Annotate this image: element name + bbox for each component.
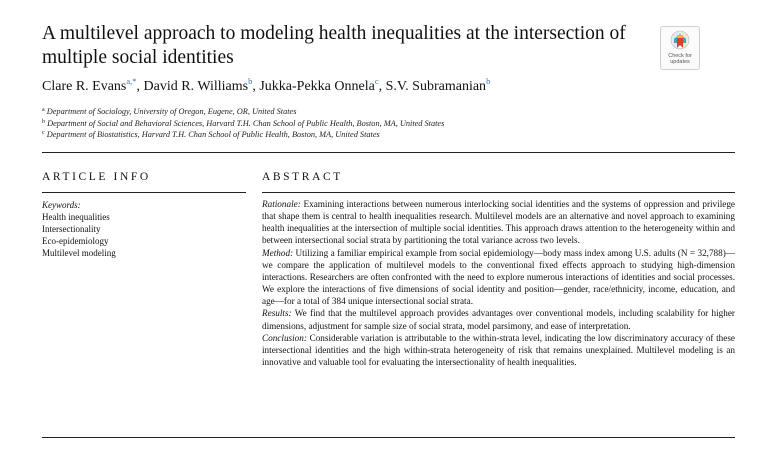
author-list: Clare R. Evans$^{a,*}$, David R. Williams$^b$, Jukka-Pekka Onnela$^c$, S.V. Subramanian$^b$ [42,76,491,94]
author-name[interactable]: Clare R. Evans [42,79,127,94]
author-affiliation-marker[interactable]: c [374,76,379,86]
abstract-body [262,198,735,368]
header-divider [42,152,735,153]
check-for-updates-button[interactable] [660,26,700,70]
keyword-item: Health inequalities [42,212,110,222]
keywords-block [42,199,116,259]
abstract-conclusion: Conclusion: Considerable variation is attributable to the within-strata level, indicating the low discriminatory accuracy of these intersectional identities and the high within-strata heterogeneity of risk that remains unexplained. Multilevel modeling is an innovative and valuable tool for evaluating the intersectionality of health inequalities. [262,332,735,368]
keyword-item: Intersectionality [42,224,101,234]
author-name[interactable]: Jukka-Pekka Onnela [259,79,375,94]
abstract-heading: ABSTRACT [262,171,343,183]
author-affiliation-marker[interactable]: a,* [126,76,137,86]
check-for-updates-label: Check for updates [668,53,692,65]
author-name[interactable]: S.V. Subramanian [385,79,487,94]
abstract-divider [262,192,735,193]
article-info-heading: ARTICLE INFO [42,171,151,183]
paper-title: A multilevel approach to modeling health inequalities at the intersection of multiple social identities [42,23,626,68]
affiliation-item: $^c$ Department of Biostatistics, Harvard T.H. Chan School of Public Health, Boston, MA, United States [42,130,380,139]
author-name[interactable]: David R. Williams [143,79,249,94]
affiliation-item: $^a$ Department of Sociology, University of Oregon, Eugene, OR, United States [42,107,297,116]
abstract-results: Results: We find that the multilevel approach provides advantages over conventional models, including scalability for higher dimensions, adjustment for sample size of social strata, model parsimony, and ease of interpretation. [262,308,735,331]
article-info-divider [42,192,246,193]
keyword-item: Multilevel modeling [42,248,116,258]
crossmark-icon [670,30,690,52]
keyword-item: Eco-epidemiology [42,236,109,246]
footer-divider [42,437,735,438]
author-affiliation-marker[interactable]: b [248,76,253,86]
affiliation-item: $^b$ Department of Social and Behavioral Sciences, Harvard T.H. Chan School of Public Health, Boston, MA, United States [42,118,445,128]
keywords-label: Keywords: [42,200,81,210]
abstract-method: Method: Utilizing a familiar empirical example from social epidemiology—body mass index among U.S. adults (N = 32,788)—we compare the application of multilevel models to the conventional fixed effects approach to studying high-dimension interactions. Researchers are often confronted with the need to explore numerous interactions of identities and social processes. We explore the interactions of five dimensions of social identity and position—gender, race/ethnicity, income, education, and age—for a total of 384 unique intersectional social strata. [262,247,735,307]
abstract-rationale: Rationale: Examining interactions between numerous interlocking social identities and the systems of oppression and privilege that shape them is central to health inequalities research. Multilevel models are an alternative and novel approach to examining health inequalities at the intersection of multiple social identities. This approach draws attention to the heterogeneity within and between intersectional social strata by partitioning the total variance across two levels. [262,199,736,246]
affiliations [42,106,444,141]
author-affiliation-marker[interactable]: b [486,76,491,86]
